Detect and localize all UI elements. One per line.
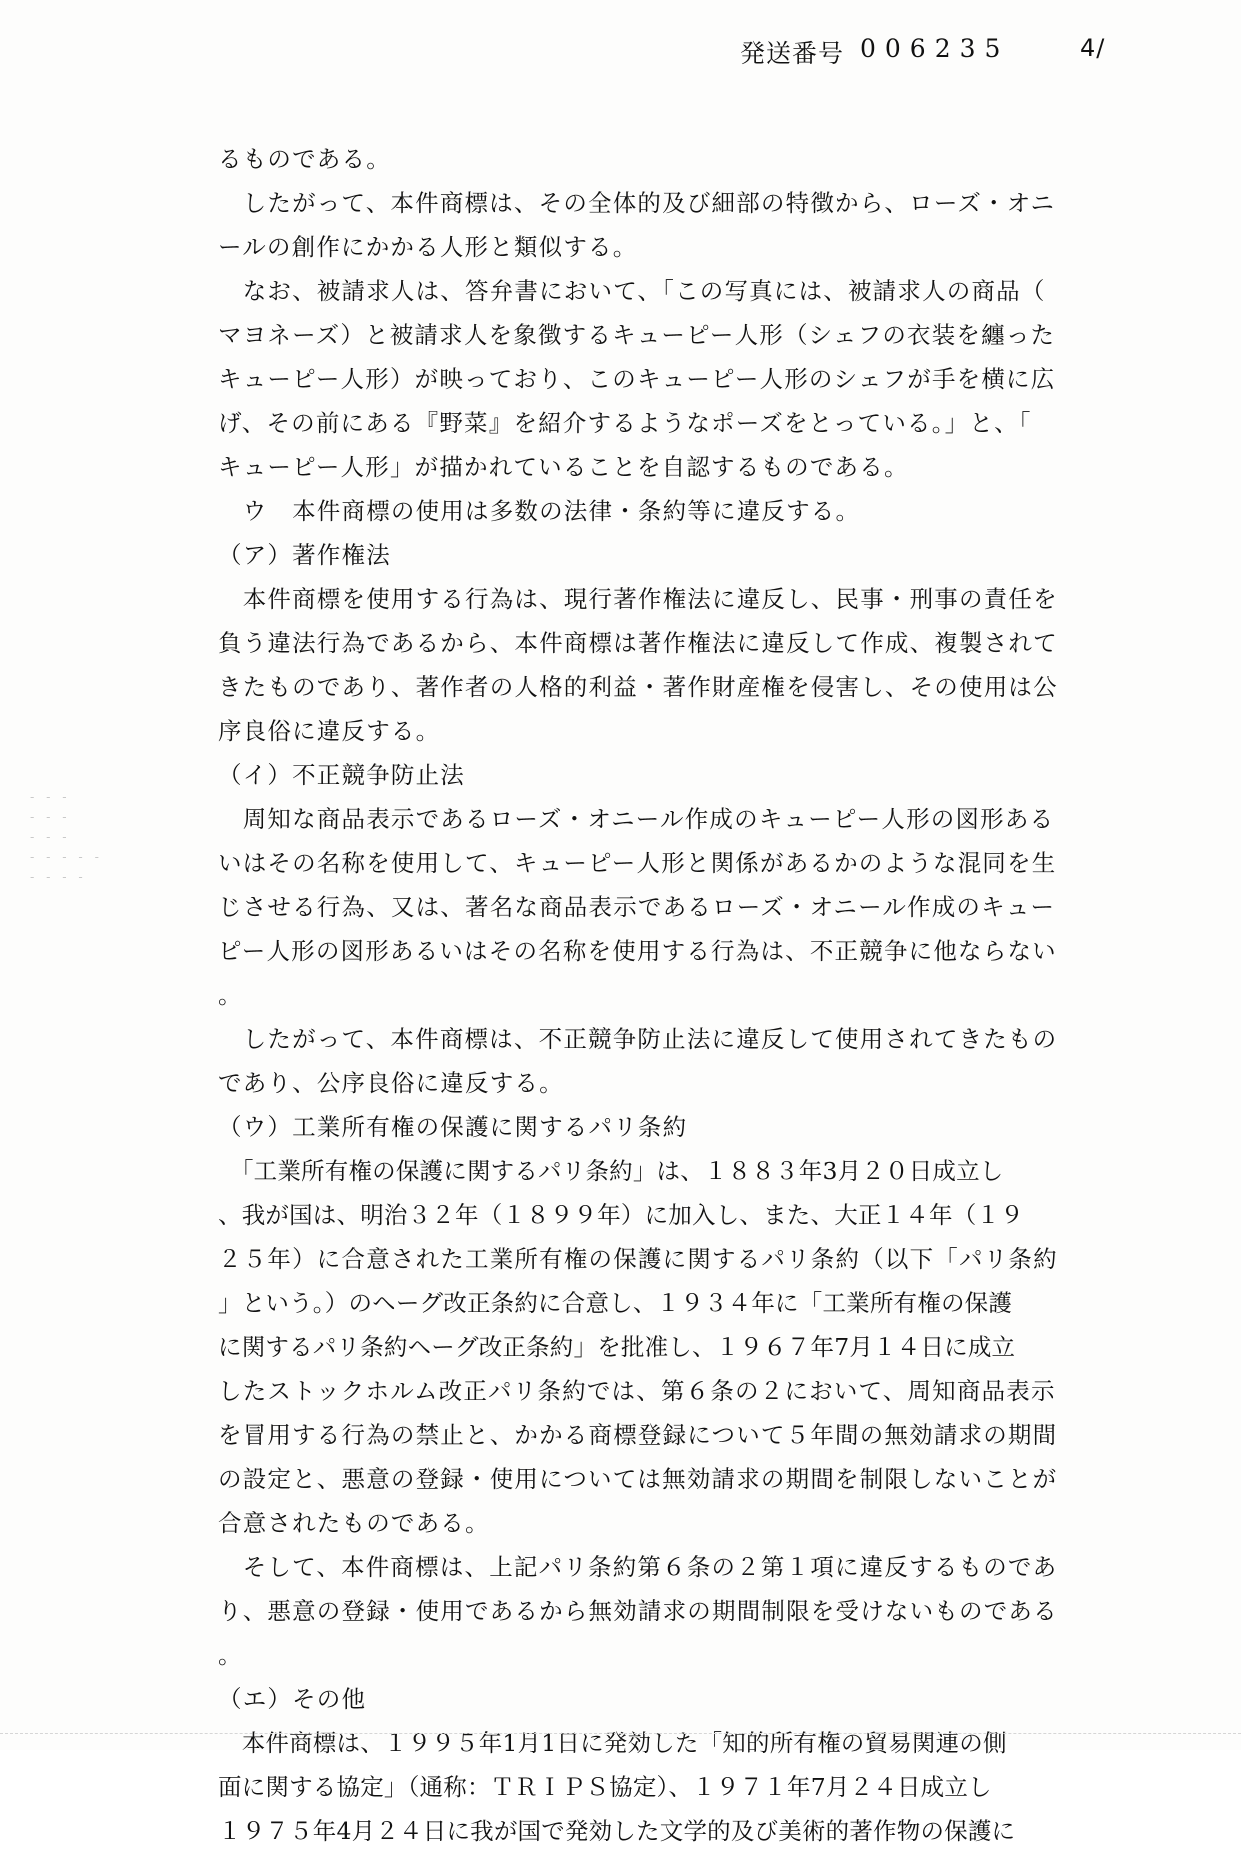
text-line: 。 [218, 981, 243, 1009]
text-line: じさせる行為、又は、著名な商品表示であるローズ・オニール作成のキュー [218, 893, 1056, 921]
text-line: 。 [218, 1641, 243, 1669]
text-line: なお、被請求人は、答弁書において、「この写真には、被請求人の商品（ [218, 277, 1046, 305]
text-line: げ、その前にある『野菜』を紹介するようなポーズをとっている。」と、「 [218, 409, 1032, 437]
dispatch-number-label: 発送番号 [740, 39, 845, 68]
document-body [218, 137, 1078, 1853]
dispatch-number-value: 006235 [860, 34, 1010, 63]
text-line: に関するパリ条約ヘーグ改正条約」を批准し、１９６７年7月１４日に成立 [218, 1333, 1016, 1361]
text-line: そして、本件商標は、上記パリ条約第６条の２第１項に違反するものであ [218, 1553, 1058, 1581]
text-line: り、悪意の登録・使用であるから無効請求の期間制限を受けないものである [218, 1597, 1058, 1625]
text-line: るものである。 [218, 145, 391, 173]
text-line: 「工業所有権の保護に関するパリ条約」は、１８８３年3月２０日成立し [218, 1157, 1004, 1185]
scan-margin-marks: - - - - - - - - - - - - - - - - - - [30, 790, 103, 884]
text-line: キューピー人形」が描かれていることを自認するものである。 [218, 453, 909, 481]
text-line: 負う違法行為であるから、本件商標は著作権法に違反して作成、複製されて [218, 629, 1058, 657]
text-line: 合意されたものである。 [218, 1509, 490, 1537]
subsection-heading: （ウ）工業所有権の保護に関するパリ条約 [218, 1113, 688, 1141]
text-line: ールの創作にかかる人形と類似する。 [218, 233, 638, 261]
text-line: 序良俗に違反する。 [218, 717, 441, 745]
text-line: であり、公序良俗に違反する。 [218, 1069, 564, 1097]
text-line: マヨネーズ）と被請求人を象徴するキューピー人形（シェフの衣装を纏った [218, 321, 1056, 349]
text-line: ピー人形の図形あるいはその名称を使用する行為は、不正競争に他ならない [218, 937, 1057, 965]
text-line: を冒用する行為の禁止と、かかる商標登録について５年間の無効請求の期間 [218, 1421, 1058, 1449]
text-line: 周知な商品表示であるローズ・オニール作成のキューピー人形の図形ある [218, 805, 1055, 833]
text-line: したがって、本件商標は、その全体的及び細部の特徴から、ローズ・オニ [218, 189, 1056, 217]
text-line: １９７５年4月２４日に我が国で発効した文学的及び美術的著作物の保護に [218, 1817, 1016, 1845]
section-heading: ウ 本件商標の使用は多数の法律・条約等に違反する。 [218, 497, 861, 525]
page-number: 4/ [1080, 34, 1106, 62]
text-line: したストックホルム改正パリ条約では、第６条の２において、周知商品表示 [218, 1377, 1056, 1405]
text-line: したがって、本件商標は、不正競争防止法に違反して使用されてきたもの [218, 1025, 1058, 1053]
text-line: の設定と、悪意の登録・使用については無効請求の期間を制限しないことが [218, 1465, 1058, 1493]
subsection-heading: （イ）不正競争防止法 [218, 761, 465, 789]
page-header [740, 34, 1140, 74]
text-line: 本件商標を使用する行為は、現行著作権法に違反し、民事・刑事の責任を [218, 585, 1058, 613]
text-line: 、我が国は、明治３２年（１８９９年）に加入し、また、大正１４年（１９ [218, 1201, 1024, 1229]
text-line: いはその名称を使用して、キューピー人形と関係があるかのような混同を生 [218, 849, 1057, 877]
text-line: ２５年）に合意された工業所有権の保護に関するパリ条約（以下「パリ条約 [218, 1245, 1058, 1273]
subsection-heading: （エ）その他 [218, 1685, 367, 1713]
text-line: きたものであり、著作者の人格的利益・著作財産権を侵害し、その使用は公 [218, 673, 1058, 701]
text-line: 本件商標は、１９９５年1月1日に発効した「知的所有権の貿易関連の側 [218, 1729, 1007, 1757]
text-line: 」という。）のヘーグ改正条約に合意し、１９３４年に「工業所有権の保護 [218, 1289, 1013, 1317]
subsection-heading: （ア）著作権法 [218, 541, 391, 569]
text-line: キューピー人形）が映っており、このキューピー人形のシェフが手を横に広 [218, 365, 1056, 393]
scan-bottom-edge [0, 1733, 1241, 1734]
text-line: 面に関する協定」（通称：ＴＲＩＰＳ協定）、１９７１年7月２４日成立し [218, 1773, 992, 1801]
